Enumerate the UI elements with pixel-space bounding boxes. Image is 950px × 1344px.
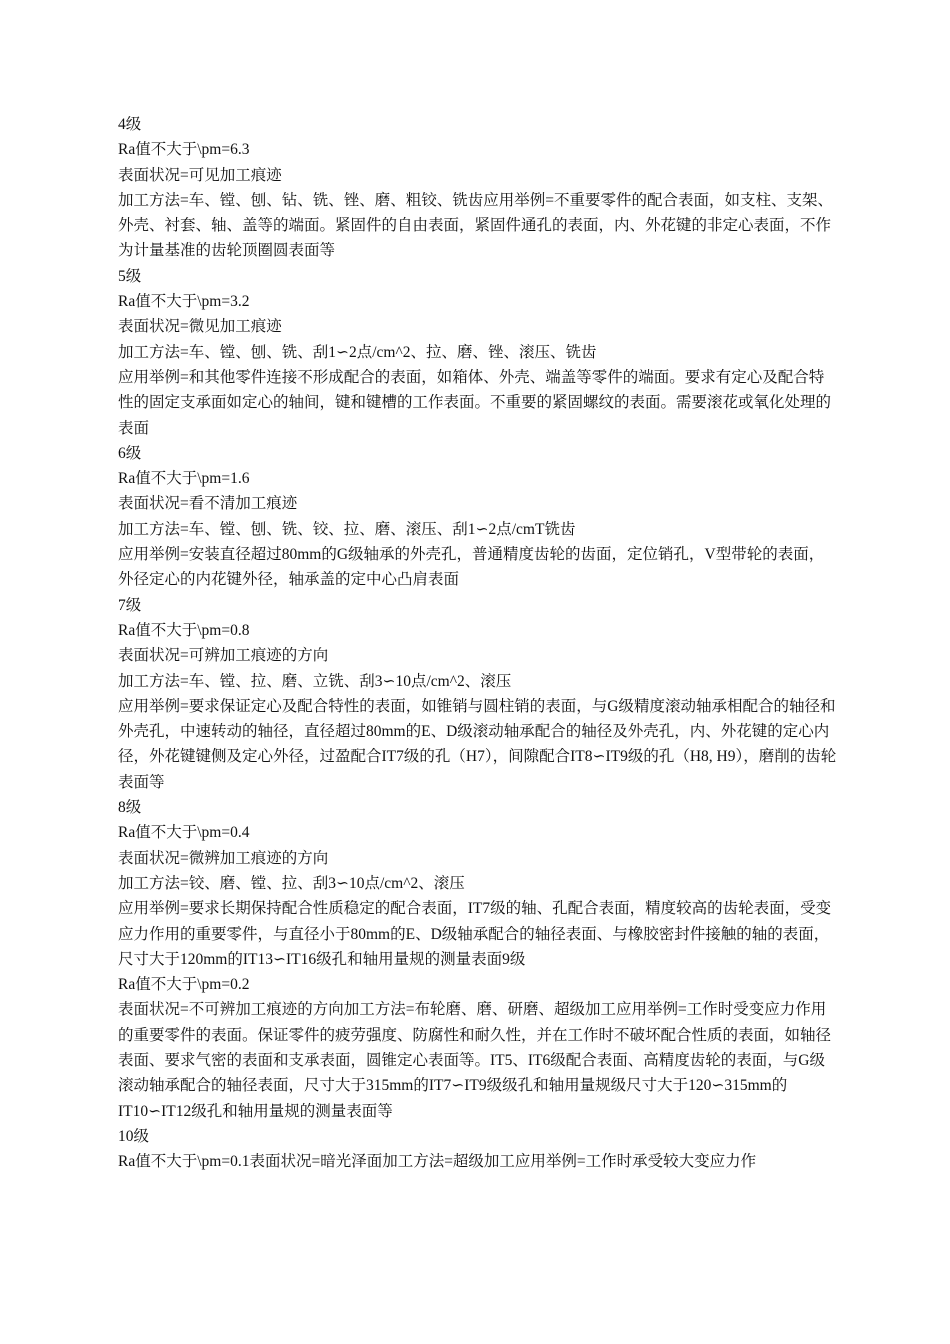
- ra-value-line: Ra值不大于\pm=6.3: [118, 141, 250, 159]
- section-grade-4: [118, 112, 838, 264]
- machining-method-line: 加工方法=铰、磨、镗、拉、刮3∽10点/cm^2、滚压: [118, 874, 465, 892]
- section-heading: 5级: [118, 267, 142, 285]
- section-heading: 8级: [118, 799, 142, 817]
- ra-value-line: Ra值不大于\pm=0.8: [118, 621, 250, 639]
- machining-method-line: 加工方法=车、镗、刨、铣、刮1∽2点/cm^2、拉、磨、锉、滚压、铣齿: [118, 343, 597, 361]
- ra-value-line-grade-9: Ra值不大于\pm=0.2: [118, 976, 250, 994]
- usage-example-paragraph: 应用举例=安装直径超过80mm的G级轴承的外壳孔，普通精度齿轮的齿面，定位销孔，V型带轮的表面，外径定心的内花键外径，轴承盖的定中心凸肩表面: [118, 546, 825, 589]
- ra-value-line: Ra值不大于\pm=0.4: [118, 824, 250, 842]
- machining-method-line: 加工方法=车、镗、刨、铣、铰、拉、磨、滚压、刮1∽2点/cmT铣齿: [118, 520, 576, 538]
- grade-9-details-paragraph: 表面状况=不可辨加工痕迹的方向加工方法=布轮磨、磨、研磨、超级加工应用举例=工作时受变应力作用的重要零件的表面。保证零件的疲劳强度、防腐性和耐久性，并在工作时不破坏配合性质的表面，如轴径表面、要求气密的表面和支承表面，圆锥定心表面等。IT5、IT6级配合表面、高精度齿轮的表面，与G级滚动轴承配合的轴径表面，尺寸大于315mm的IT7∽IT9级级孔和轴用量规级尺寸大于120∽315mm的IT10∽IT12级孔和轴用量规的测量表面等: [118, 1001, 832, 1120]
- section-grade-10: [118, 1124, 838, 1175]
- section-heading: 4级: [118, 116, 142, 133]
- usage-example-paragraph: 应用举例=和其他零件连接不形成配合的表面，如箱体、外壳、端盖等零件的端面。要求有定心及配合特性的固定支承面如定心的轴间，键和键槽的工作表面。不重要的紧固螺纹的表面。需要滚花或氧化处理的表面: [118, 368, 832, 437]
- surface-condition-line: 表面状况=可辨加工痕迹的方向: [118, 647, 329, 665]
- ra-value-line: Ra值不大于\pm=3.2: [118, 293, 250, 311]
- grade-10-details-line: Ra值不大于\pm=0.1表面状况=暗光泽面加工方法=超级加工应用举例=工作时承受较大变应力作: [118, 1153, 757, 1171]
- ra-value-line: Ra值不大于\pm=1.6: [118, 470, 250, 488]
- method-and-usage-paragraph: 加工方法=车、镗、刨、钻、铣、锉、磨、粗铰、铣齿应用举例=不重要零件的配合表面，如支柱、支架、外壳、衬套、轴、盖等的端面。紧固件的自由表面，紧固件通孔的表面，内、外花键的非定心表面，不作为计量基准的齿轮顶圈圆表面等: [118, 191, 833, 260]
- document-page: [118, 112, 838, 1174]
- section-heading: 10级: [118, 1127, 150, 1145]
- section-heading: 6级: [118, 444, 142, 462]
- surface-condition-line: 表面状况=看不清加工痕迹: [118, 495, 298, 513]
- machining-method-line: 加工方法=车、镗、拉、磨、立铣、刮3∽10点/cm^2、滚压: [118, 672, 512, 690]
- section-grade-6: [118, 441, 838, 593]
- section-heading: 7级: [118, 596, 142, 614]
- section-grade-7: [118, 593, 838, 795]
- surface-condition-line: 表面状况=微见加工痕迹: [118, 318, 282, 336]
- section-grade-8: [118, 795, 838, 1124]
- surface-condition-line: 表面状况=微辨加工痕迹的方向: [118, 849, 329, 867]
- usage-example-paragraph: 应用举例=要求保证定心及配合特性的表面，如锥销与圆柱销的表面，与G级精度滚动轴承相配合的轴径和外壳孔，中速转动的轴径，直径超过80mm的E、D级滚动轴承配合的轴径及外壳孔，内、外花键的定心内径，外花键键侧及定心外径，过盈配合IT7级的孔（H7），间隙配合IT8∽IT9级的孔（H8, H9），磨削的齿轮表面等: [118, 697, 837, 791]
- usage-example-paragraph: 应用举例=要求长期保持配合性质稳定的配合表面，IT7级的轴、孔配合表面，精度较高的齿轮表面，受变应力作用的重要零件，与直径小于80mm的E、D级轴承配合的轴径表面、与橡胶密封件接触的轴的表面，尺寸大于120mm的IT13∽IT16级孔和轴用量规的测量表面9级: [118, 900, 832, 968]
- section-grade-5: [118, 264, 838, 441]
- surface-condition-line: 表面状况=可见加工痕迹: [118, 166, 282, 184]
